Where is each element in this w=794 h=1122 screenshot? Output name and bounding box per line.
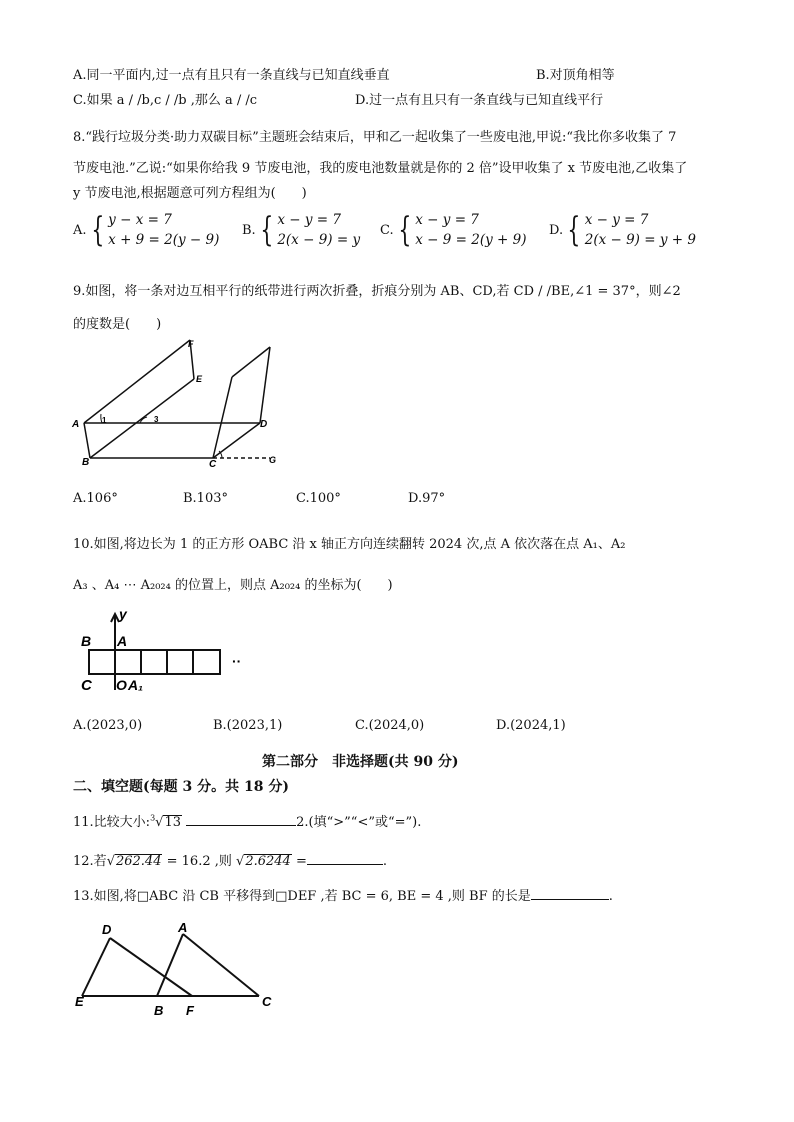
q12-answer-blank[interactable]	[307, 864, 383, 865]
q8-option-a	[73, 210, 219, 250]
equation: x − 9 = 2(y + 9)	[415, 232, 527, 248]
q10-option-c: C.(2024,0)	[355, 718, 425, 733]
option-label: B.	[242, 222, 256, 238]
q11-answer-blank[interactable]	[186, 825, 296, 826]
label-o: O	[116, 677, 127, 693]
option-label: D.	[549, 222, 564, 238]
q12-end: .	[382, 854, 387, 869]
label-angle-3: 3	[154, 415, 159, 424]
q7-option-a: A.同一平面内,过一点有且只有一条直线与已知直线垂直	[73, 68, 390, 83]
label-a: A	[72, 419, 80, 430]
q9-option-a: A.106°	[73, 491, 118, 506]
label-b: B	[81, 633, 92, 649]
q9-stem-line2: 的度数是( )	[73, 317, 162, 332]
label-e: E	[196, 374, 203, 384]
q8-option-d	[549, 210, 696, 250]
q8-option-b	[242, 210, 360, 250]
radical-sign-icon: √	[106, 854, 115, 869]
equation: y − x = 7	[108, 212, 172, 228]
label-c: C	[209, 459, 217, 470]
equation: 2(x − 9) = y	[277, 232, 361, 248]
q13-stem: 13.如图,将□ABC 沿 CB 平移得到□DEF ,若 BC = 6, BE = 4 ,则 BF 的长是	[73, 889, 531, 904]
brace-icon: {	[397, 210, 411, 250]
part2-title: 第二部分 非选择题(共 90 分)	[262, 754, 459, 770]
continuation-dots: ··	[232, 653, 242, 669]
radicand-2: 2.6244	[245, 854, 291, 869]
label-f: F	[186, 1003, 194, 1018]
q13	[73, 885, 613, 904]
equation: 2(x − 9) = y + 9	[584, 232, 696, 248]
q8-option-c	[380, 210, 527, 250]
q9-option-b: B.103°	[183, 491, 228, 506]
label-a: A	[117, 633, 128, 649]
q11-prefix: 11.比较大小:	[73, 815, 151, 830]
q10-option-b: B.(2023,1)	[213, 718, 283, 733]
option-label: C.	[380, 222, 394, 238]
q11	[73, 811, 421, 830]
q13-answer-blank[interactable]	[531, 899, 609, 900]
q9-stem-line1: 9.如图，将一条对边互相平行的纸带进行两次折叠，折痕分别为 AB、CD,若 CD / /BE,∠1 = 37°，则∠2	[73, 284, 681, 299]
q9-paper-fold-figure	[70, 335, 285, 470]
equation: x − y = 7	[584, 212, 649, 228]
equation: x − y = 7	[415, 212, 479, 228]
q10-stem-line1: 10.如图,将边长为 1 的正方形 OABC 沿 x 轴正方向连续翻转 2024 次,点 A 依次落在点 A₁、A₂	[73, 537, 626, 552]
label-b: B	[154, 1003, 164, 1018]
radical-sign-icon: √	[155, 815, 164, 830]
label-d: D	[102, 922, 112, 937]
label-y-axis: y	[119, 606, 127, 622]
label-a1: A₁	[128, 677, 144, 693]
label-a: A	[178, 920, 188, 935]
q12-prefix: 12.若	[73, 854, 107, 869]
q10-option-d: D.(2024,1)	[496, 718, 566, 733]
radical-sign-icon: √	[236, 854, 245, 869]
q7-option-d: D.过一点有且只有一条直线与已知直线平行	[355, 93, 604, 108]
q8-stem-line1: 8.“践行垃圾分类·助力双碳目标”主题班会结束后，甲和乙一起收集了一些废电池,甲说:“我比你多收集了 7	[73, 130, 677, 145]
q7-option-c: C.如果 a / /b,c / /b ,那么 a / /c	[73, 93, 258, 108]
label-e: E	[75, 994, 84, 1009]
label-angle-1: 1	[102, 416, 107, 425]
label-d: D	[260, 419, 268, 430]
q12-equals: =	[295, 854, 307, 869]
radical-index: 3	[150, 813, 156, 823]
label-c: C	[81, 677, 92, 694]
q13-triangle-translation-figure	[72, 918, 282, 1018]
q13-end: .	[608, 889, 613, 904]
option-label: A.	[73, 222, 87, 238]
equation: x − y = 7	[277, 212, 341, 228]
q8-stem-line3: y 节废电池,根据题意可列方程组为( )	[73, 186, 307, 201]
q8-stem-line2: 节废电池.”乙说:“如果你给我 9 节废电池，我的废电池数量就是你的 2 倍”设甲收集了 x 节废电池,乙收集了	[73, 161, 688, 176]
q9-option-c: C.100°	[296, 491, 341, 506]
q10-option-a: A.(2023,0)	[73, 718, 143, 733]
brace-icon: {	[90, 210, 104, 250]
radicand-1: 262.44	[115, 854, 162, 869]
q11-suffix: 2.(填“>”“<”或“=”).	[296, 815, 422, 830]
radicand: 13	[164, 815, 181, 830]
label-f: F	[188, 339, 194, 349]
q12-middle: = 16.2 ,则	[166, 854, 232, 869]
q10-stem-line2: A₃ 、A₄ ⋯ A₂₀₂₄ 的位置上，则点 A₂₀₂₄ 的坐标为( )	[73, 578, 393, 593]
q12	[73, 850, 387, 869]
section-heading-fill-in: 二、填空题(每题 3 分。共 18 分)	[73, 779, 289, 795]
label-c: C	[262, 994, 272, 1009]
equation: x + 9 = 2(y − 9)	[108, 232, 220, 248]
label-g: G	[269, 455, 277, 465]
q7-option-b: B.对顶角相等	[536, 68, 615, 83]
label-b: B	[82, 457, 90, 468]
q9-option-d: D.97°	[408, 491, 446, 506]
q10-square-rolling-figure	[75, 604, 260, 694]
brace-icon: {	[260, 210, 273, 250]
brace-icon: {	[567, 210, 581, 250]
